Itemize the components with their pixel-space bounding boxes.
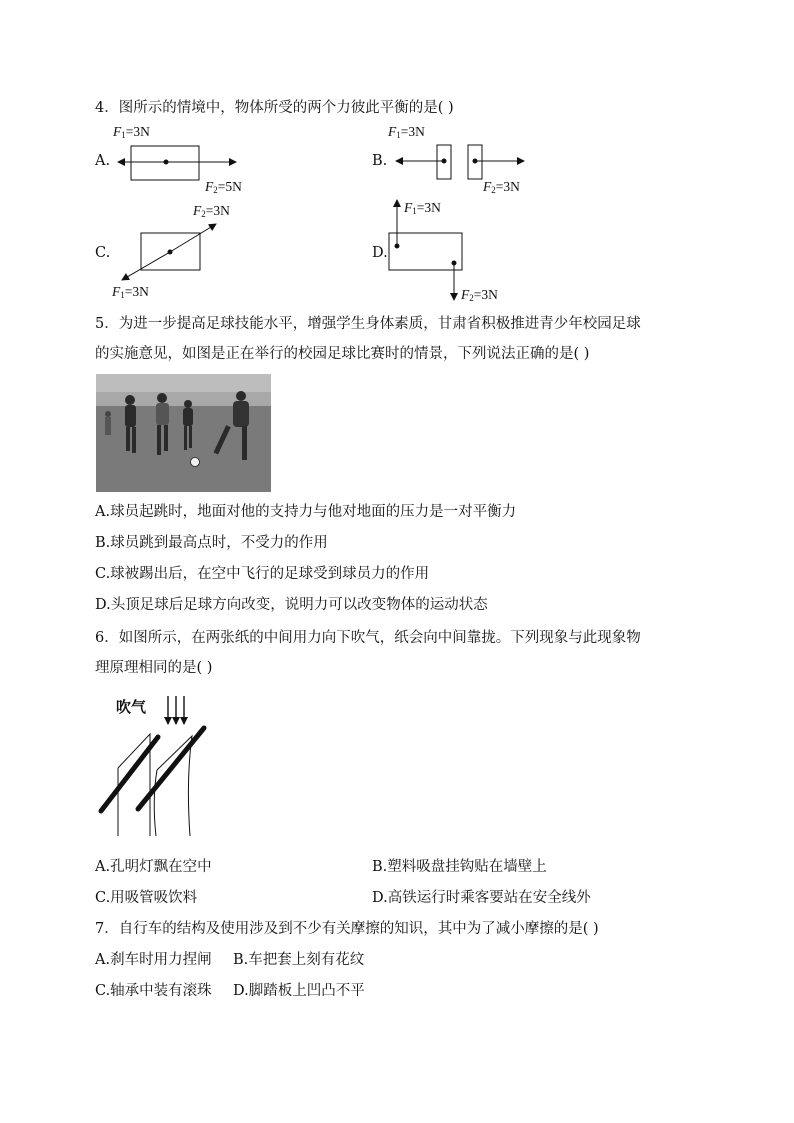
q4-c-f2-label: $F_2=3N$ — [193, 203, 230, 219]
q4-c-f1-label: $F_1=3N$ — [112, 284, 149, 300]
q7-stem: 7．自行车的结构及使用涉及到不少有关摩擦的知识，其中为了减小摩擦的是( ) — [95, 921, 599, 937]
q4-option-d[interactable]: D. — [372, 245, 388, 261]
q4-a-f2-label: $F_2=5N$ — [205, 179, 242, 195]
q6-option-a[interactable]: A.孔明灯飘在空中 — [95, 859, 212, 875]
q4-option-c[interactable]: C. — [95, 245, 111, 261]
q4-d-f1-label: $F_1=3N$ — [404, 200, 441, 216]
q7-option-d[interactable]: D.脚踏板上凹凸不平 — [233, 983, 365, 999]
q4-stem: 4．图所示的情境中，物体所受的两个力彼此平衡的是( ) — [95, 100, 454, 116]
q6-stem-line2: 理原理相同的是( ) — [95, 660, 213, 676]
q6-option-c[interactable]: C.用吸管吸饮料 — [95, 890, 198, 906]
q5-option-c[interactable]: C.球被踢出后，在空中飞行的足球受到球员力的作用 — [95, 566, 430, 582]
q4-a-f1-label: $F_1=3N$ — [113, 124, 150, 140]
q5-option-d[interactable]: D.头顶足球后足球方向改变，说明力可以改变物体的运动状态 — [95, 597, 488, 613]
q5-stem-line1: 5．为进一步提高足球技能水平，增强学生身体素质，甘肃省积极推进青少年校园足球 — [95, 316, 641, 332]
q7-option-b[interactable]: B.车把套上刻有花纹 — [233, 952, 365, 968]
q4-option-a[interactable]: A. — [95, 153, 111, 169]
q5-option-b[interactable]: B.球员跳到最高点时，不受力的作用 — [95, 535, 328, 551]
q6-stem-line1: 6．如图所示，在两张纸的中间用力向下吹气，纸会向中间靠拢。下列现象与此现象物 — [95, 630, 641, 646]
q5-stem-line2: 的实施意见，如图是正在举行的校园足球比赛时的情景，下列说法正确的是( ) — [95, 346, 590, 362]
q7-option-c[interactable]: C.轴承中装有滚珠 — [95, 983, 212, 999]
q4-b-f1-label: $F_1=3N$ — [388, 124, 425, 140]
q7-option-a[interactable]: A.刹车时用力捏闸 — [95, 952, 212, 968]
q4-option-b[interactable]: B. — [372, 153, 388, 169]
q6-option-b[interactable]: B.塑料吸盘挂钩贴在墙壁上 — [372, 859, 547, 875]
q4-d-f2-label: $F_2=3N$ — [461, 287, 498, 303]
q6-blow-label: 吹气 — [116, 698, 147, 716]
q4-b-f2-label: $F_2=3N$ — [483, 179, 520, 195]
q5-option-a[interactable]: A.球员起跳时，地面对他的支持力与他对地面的压力是一对平衡力 — [95, 504, 517, 520]
q6-option-d[interactable]: D.高铁运行时乘客要站在安全线外 — [372, 890, 591, 906]
